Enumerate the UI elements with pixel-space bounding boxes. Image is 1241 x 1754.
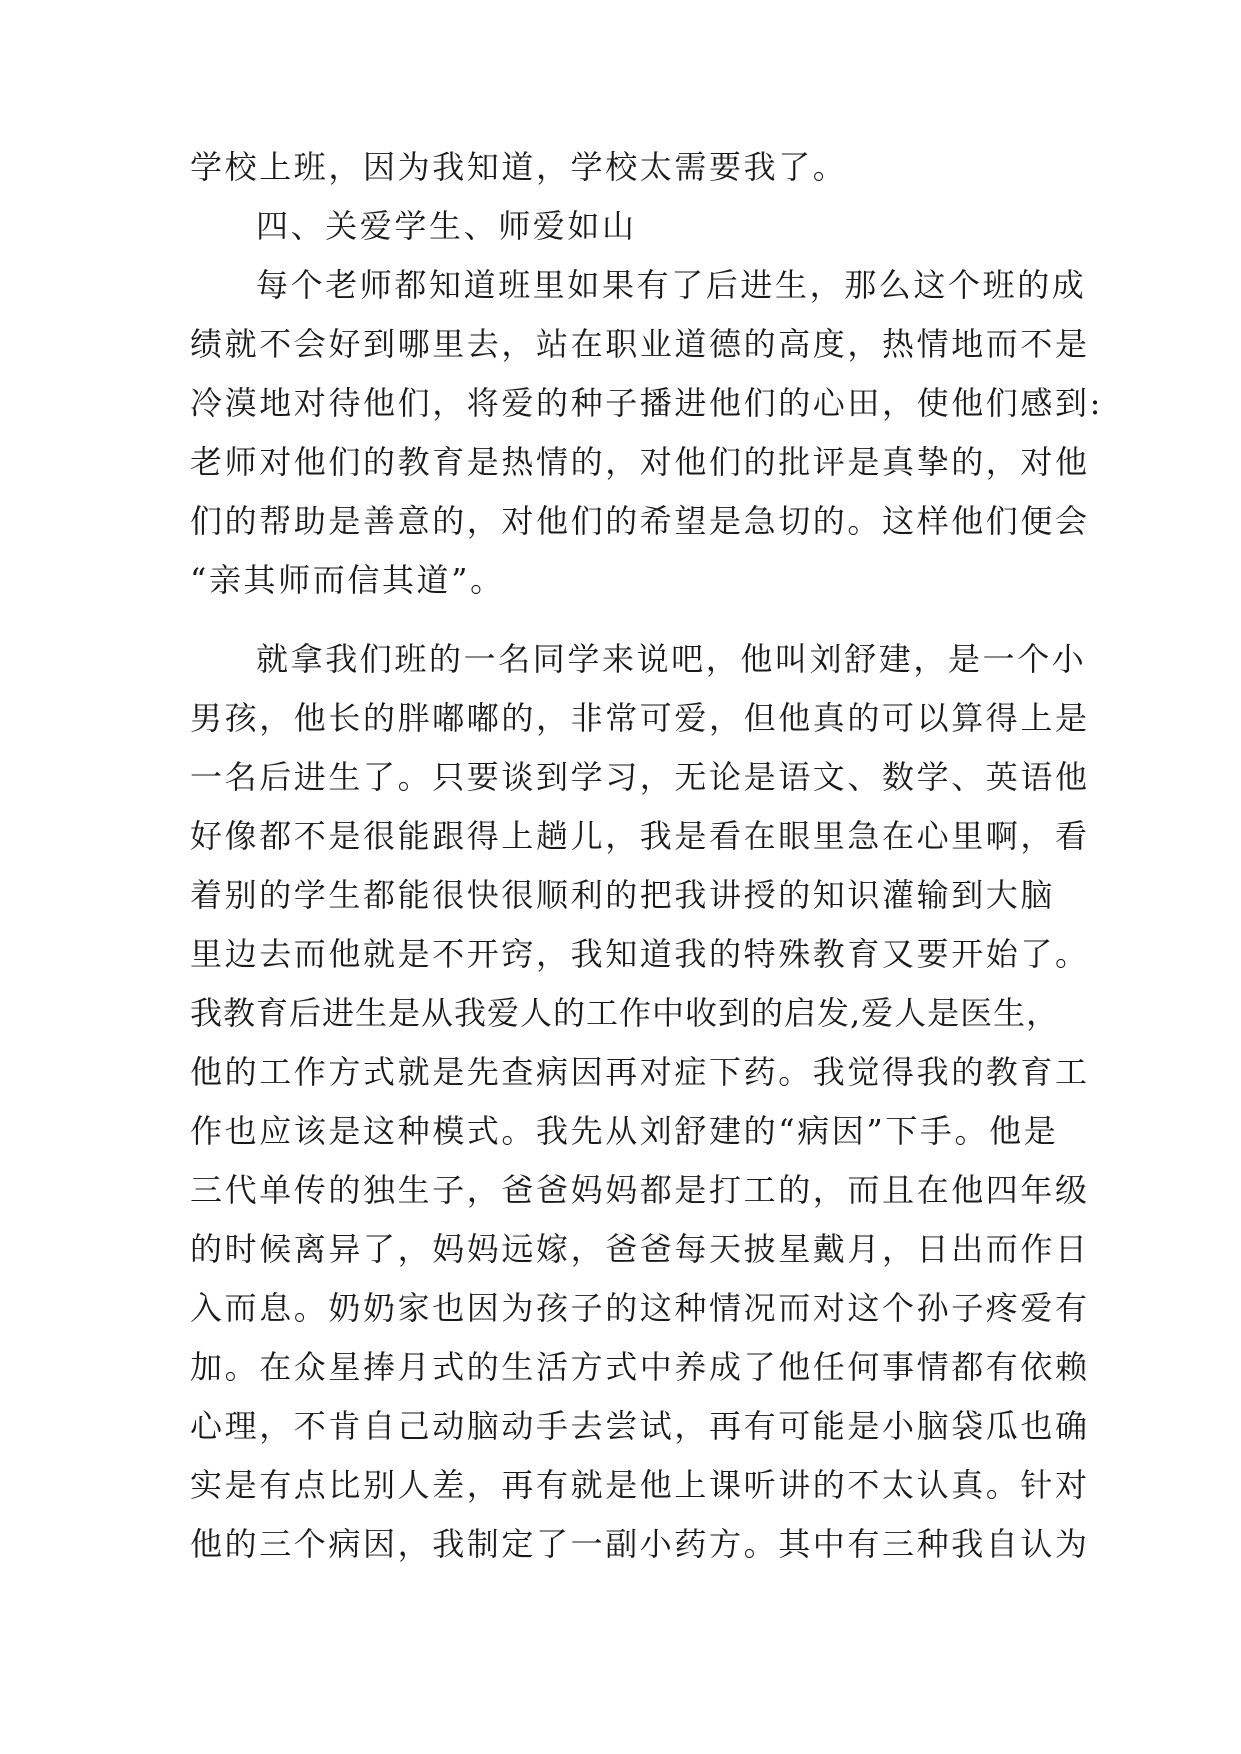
text-line: 冷漠地对待他们，将爱的种子播进他们的心田，使他们感到: [190,384,1103,422]
text-line: 男孩，他长的胖嘟嘟的，非常可爱，但他真的可以算得上是 [190,699,1090,737]
text-line: 着别的学生都能很快很顺利的把我讲授的知识灌输到大脑 [190,876,1056,914]
section-heading: 四、关爱学生、师爱如山 [256,207,637,245]
text-line: 好像都不是很能跟得上趟儿，我是看在眼里急在心里啊，看 [190,817,1090,855]
text-line: 作也应该是这种模式。我先从刘舒建的“病因”下手。他是 [190,1112,1059,1150]
text-line: 们的帮助是善意的，对他们的希望是急切的。这样他们便会 [190,502,1090,540]
text-line: 入而息。奶奶家也因为孩子的这种情况而对这个孙子疼爱有 [190,1289,1090,1327]
text-line: 实是有点比别人差，再有就是他上课听讲的不太认真。针对 [190,1466,1090,1504]
body-text [190,147,1103,1583]
text-line: 里边去而他就是不开窍，我知道我的特殊教育又要开始了。 [190,935,1090,973]
paragraph-first-line: 每个老师都知道班里如果有了后进生，那么这个班的成 [256,266,1087,304]
text-line: 的时候离异了，妈妈远嫁，爸爸每天披星戴月，日出而作日 [190,1230,1090,1268]
text-line: 绩就不会好到哪里去，站在职业道德的高度，热情地而不是 [190,325,1090,363]
text-line: 心理，不肯自己动脑动手去尝试，再有可能是小脑袋瓜也确 [190,1407,1090,1445]
paragraph-first-line: 就拿我们班的一名同学来说吧，他叫刘舒建，是一个小 [256,640,1087,678]
text-line: 学校上班，因为我知道，学校太需要我了。 [190,148,848,186]
text-line: 他的三个病因，我制定了一副小药方。其中有三种我自认为 [190,1525,1090,1563]
text-line: 加。在众星捧月式的生活方式中养成了他任何事情都有依赖 [190,1348,1090,1386]
text-line: 一名后进生了。只要谈到学习，无论是语文、数学、英语他 [190,758,1090,796]
text-line: “亲其师而信其道”。 [190,561,505,599]
text-line: 他的工作方式就是先查病因再对症下药。我觉得我的教育工 [190,1053,1090,1091]
text-line: 三代单传的独生子，爸爸妈妈都是打工的，而且在他四年级 [190,1171,1090,1209]
text-line: 我教育后进生是从我爱人的工作中收到的启发,爱人是医生， [190,994,1060,1032]
text-line: 老师对他们的教育是热情的，对他们的批评是真挚的，对他 [190,443,1090,481]
